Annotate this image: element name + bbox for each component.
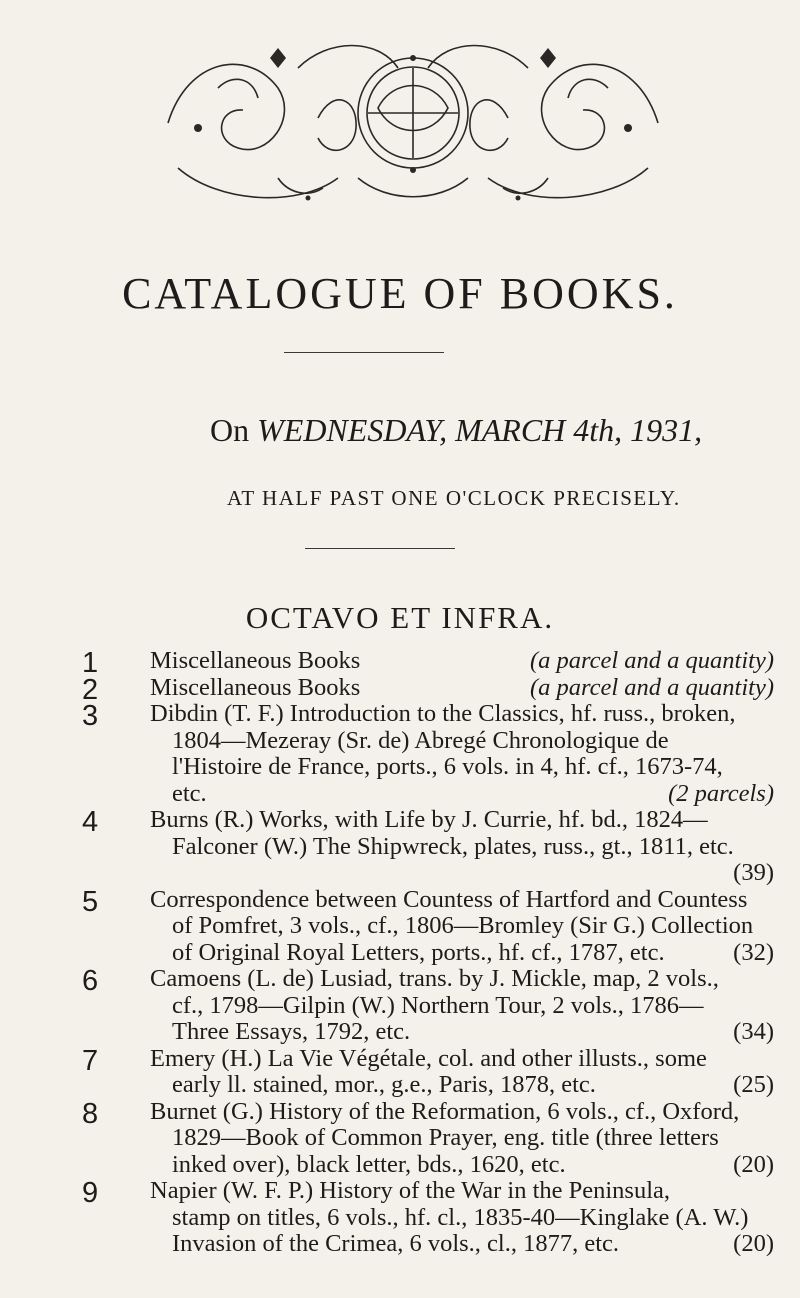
lot-entry: 1 Miscellaneous Books (a parcel and a quantity) <box>82 647 774 679</box>
lot-number: 6 <box>82 965 99 997</box>
catalogue-title: CATALOGUE OF BOOKS. <box>122 269 678 318</box>
lot-number: 9 <box>82 1177 99 1209</box>
lot-number: 7 <box>82 1044 99 1077</box>
lot-entry: 6 Camoens (L. de) Lusiad, trans. by J. Mickle, map, 2 vols., cf., 1798—Gilpin (W.) Northern Tour, 2 vols., 1786— Three Essays, 1792, etc. (34) <box>82 965 774 1045</box>
sale-time: AT HALF PAST ONE O'CLOCK PRECISELY. <box>227 486 681 510</box>
date-divider <box>305 548 455 549</box>
lot-number: 2 <box>82 673 99 706</box>
date-day: WEDNESDAY, MARCH 4th, 1931, <box>257 412 703 448</box>
decorative-ornament <box>158 28 668 218</box>
lot-entry: 3 Dibdin (T. F.) Introduction to the Classics, hf. russ., broken, 1804—Mezeray (Sr. de) Abregé Chronologique de l'Histoire de France, ports., 6 vols. in 4, hf. cf., 1673-74, etc. (2 parcels) <box>82 700 774 807</box>
lot-entry: 5 Correspondence between Countess of Hartford and Countess of Pomfret, 3 vols., cf., 1806—Bromley (Sir G.) Collection of Original Royal Letters, ports., hf. cf., 1787, etc. (32) <box>82 885 774 966</box>
title-divider <box>284 352 444 353</box>
lot-entry: 4 Burns (R.) Works, with Life by J. Currie, hf. bd., 1824— Falconer (W.) The Shipwreck, plates, russ., gt., 1811, etc. (39) <box>82 806 774 886</box>
lot-entry: 2 Miscellaneous Books (a parcel and a quantity) <box>82 673 774 706</box>
lot-entry: 9 Napier (W. F. P.) History of the War in the Peninsula, stamp on titles, 6 vols., hf. cl., 1835-40—Kinglake (A. W.) Invasion of the Crimea, 6 vols., cl., 1877, etc. (20) <box>82 1177 774 1257</box>
section-heading: OCTAVO ET INFRA. <box>245 600 555 635</box>
lot-entry: 8 Burnet (G.) History of the Reformation, 6 vols., cf., Oxford, 1829—Book of Common Prayer, eng. title (three letters inked over), black letter, bds., 1620, etc. (20) <box>82 1097 774 1178</box>
lot-list <box>0 648 800 1258</box>
date-prefix: On <box>210 412 250 448</box>
lot-number: 1 <box>82 647 99 679</box>
lot-number: 4 <box>82 806 99 838</box>
lot-number: 8 <box>82 1097 99 1130</box>
lot-number: 3 <box>82 700 99 732</box>
sale-date <box>210 412 702 449</box>
lot-number: 5 <box>82 885 99 918</box>
lot-entry: 7 Emery (H.) La Vie Végétale, col. and other illusts., some early ll. stained, mor., g.e., Paris, 1878, etc. (25) <box>82 1044 774 1098</box>
